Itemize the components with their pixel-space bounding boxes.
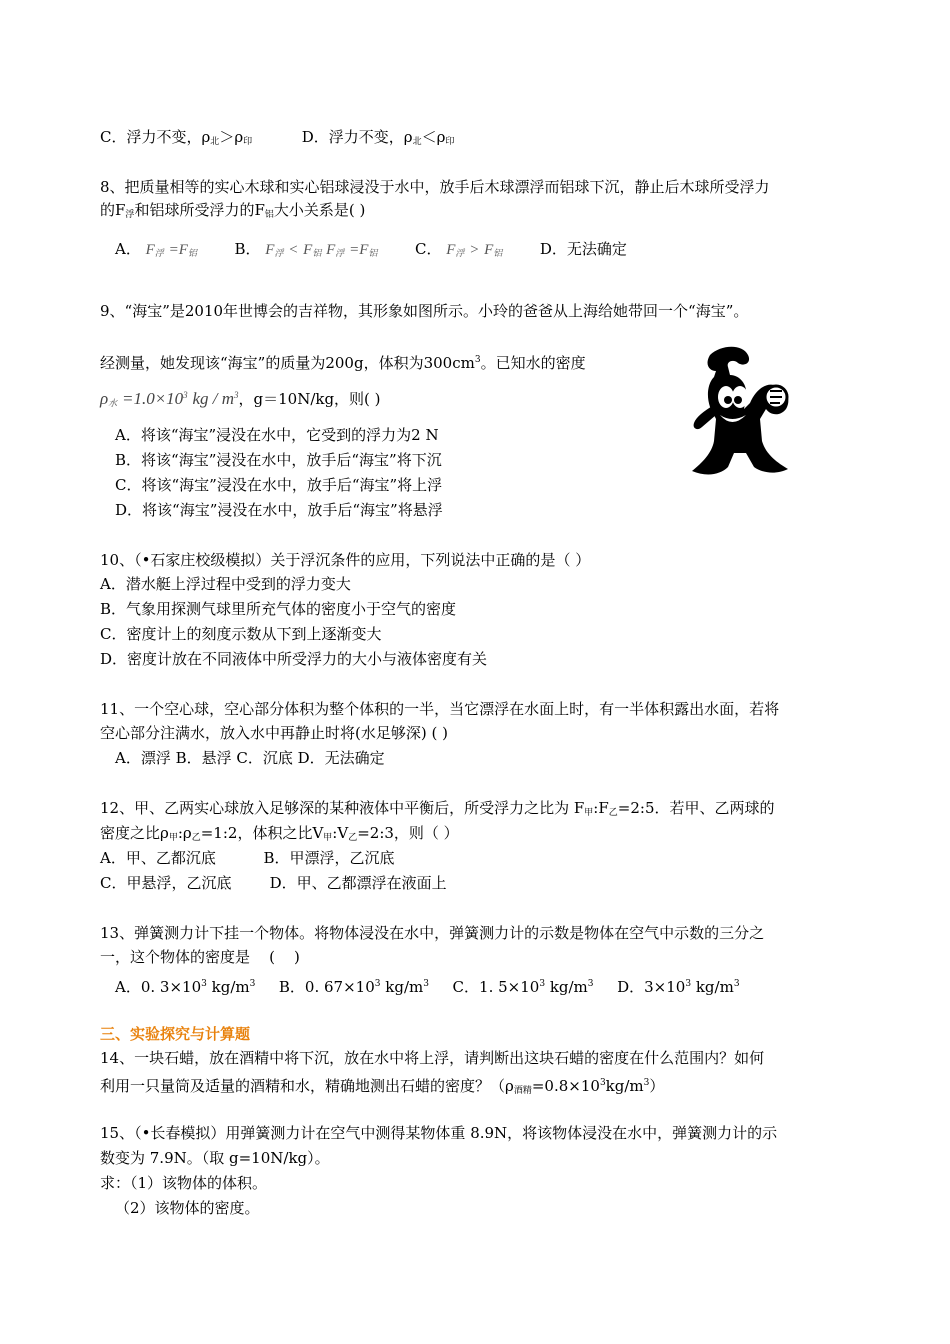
q13-option-c: C．1. $5\times 10^3$ $kg/m^3$ bbox=[452, 978, 594, 996]
q8-stem-line2: 的$F_浮$和铝球所受浮力的$F_铝$大小关系是( ) bbox=[100, 201, 366, 220]
q14-stem-line2: 利用一只量筒及适量的酒精和水，精确地测出石蜡的密度？$(\rho_{酒精}=0.8\times 10^3kg/m^3)$ bbox=[100, 1077, 665, 1096]
q10-stem: 10、（•石家庄校级模拟）关于浮沉条件的应用，下列说法中正确的是（ ） bbox=[100, 551, 591, 569]
q13-options bbox=[115, 973, 870, 998]
q15-ask-1: 求：（1）该物体的体积。 bbox=[100, 1174, 268, 1192]
q10-option-a: A．潜水艇上浮过程中受到的浮力变大 bbox=[100, 575, 351, 593]
q8-stem-line1: 8、把质量相等的实心木球和实心铝球浸没于水中，放手后木球漂浮而铝球下沉，静止后木球所受浮力 bbox=[100, 178, 770, 196]
q10-option-b: B．气象用探测气球里所充气体的密度小于空气的密度 bbox=[100, 600, 457, 618]
q12-options-row2: C．甲悬浮，乙沉底 D．甲、乙都漂浮在液面上 bbox=[100, 874, 447, 892]
rho-symbol: ρ bbox=[100, 389, 109, 408]
q10-option-c: C．密度计上的刻度示数从下到上逐渐变大 bbox=[100, 625, 382, 643]
q9-option-d: D．将该“海宝”浸没在水中，放手后“海宝”将悬浮 bbox=[115, 501, 443, 519]
q9-stem-line2: 经测量，她发现该“海宝”的质量为200g，体积为$300cm^3$。已知水的密度 bbox=[100, 354, 586, 372]
q11-stem-line2: 空心部分注满水，放入水中再静止时将(水足够深) ( ) bbox=[100, 724, 448, 742]
q8-option-a: A． $F_浮 =F_铝$ bbox=[115, 240, 197, 258]
q9-option-a: A．将该“海宝”浸没在水中，它受到的浮力为2 N bbox=[115, 426, 439, 444]
q13-option-a: A．0. $3\times 10^3$ $kg/m^3$ bbox=[115, 978, 256, 996]
q11-stem-line1: 11、一个空心球，空心部分体积为整个体积的一半，当它漂浮在水面上时，有一半体积露出水面，若将 bbox=[100, 700, 780, 718]
q14-stem-line1: 14、一块石蜡，放在酒精中将下沉，放在水中将上浮，请判断出这块石蜡的密度在什么范围内？如何 bbox=[100, 1049, 765, 1067]
section-heading: 三、实验探究与计算题 bbox=[100, 1025, 251, 1043]
q15-ask-2: （2）该物体的密度。 bbox=[115, 1199, 260, 1217]
q8-option-d: D．无法确定 bbox=[539, 240, 627, 258]
q9-option-b: B．将该“海宝”浸没在水中，放手后“海宝”将下沉 bbox=[115, 451, 442, 469]
q11-options: A．漂浮 B．悬浮 C．沉底 D．无法确定 bbox=[115, 749, 385, 767]
q13-stem-line1: 13、弹簧测力计下挂一个物体。将物体浸没在水中，弹簧测力计的示数是物体在空气中示数的三分之 bbox=[100, 924, 765, 942]
q12-stem-line1: 12、甲、乙两实心球放入足够深的某种液体中平衡后，所受浮力之比为 $F_甲:F_乙=2:5$．若甲、乙两球的 bbox=[100, 799, 775, 818]
q8-options bbox=[115, 238, 870, 264]
q12-stem-line2: 密度之比$\rho_甲:\rho_乙=1:2$，体积之比$V_甲:V_乙=2:3$，则（ ） bbox=[100, 824, 459, 843]
haibao-mascot-image bbox=[670, 345, 805, 480]
q7-option-c: C．浮力不变，$\rho_北>\rho_印$ bbox=[100, 128, 253, 147]
q12-options-row1: A．甲、乙都沉底 B．甲漂浮，乙沉底 bbox=[100, 849, 395, 867]
q9-stem-line1: 9、“海宝”是2010年世博会的吉祥物，其形象如图所示。小玲的爸爸从上海给她带回一个“海宝”。 bbox=[100, 302, 749, 320]
q13-stem-line2: 一，这个物体的密度是 ( ) bbox=[100, 948, 300, 966]
q15-stem-line1: 15、（•长春模拟）用弹簧测力计在空气中测得某物体重 8.9N，将该物体浸没在水中，弹簧测力计的示 bbox=[100, 1124, 778, 1142]
q10-option-d: D．密度计放在不同液体中所受浮力的大小与液体密度有关 bbox=[100, 650, 488, 668]
q13-option-b: B．0. $67\times 10^3$ $kg/m^3$ bbox=[278, 978, 429, 996]
q8-option-c: C． $F_浮 > F_铝$ bbox=[414, 240, 503, 258]
q13-option-d: D．$3\times 10^3$ $kg/m^3$ bbox=[617, 978, 740, 996]
q7-options bbox=[100, 126, 855, 153]
q9-option-c: C．将该“海宝”浸没在水中，放手后“海宝”将上浮 bbox=[115, 476, 443, 494]
q15-stem-line2: 数变为 7.9N。（取 g=10N/kg）。 bbox=[100, 1149, 330, 1167]
q9-water-density-line: $\rho_水 =1.0\times 10^3$ kg / $m^3$，g＝10N/kg，则( ) bbox=[100, 389, 381, 408]
q8-option-b: B． $F_浮 < F_铝$ $F_浮 =F_铝$ bbox=[234, 240, 378, 258]
q7-option-d: D．浮力不变，$\rho_北<\rho_印$ bbox=[301, 128, 455, 147]
